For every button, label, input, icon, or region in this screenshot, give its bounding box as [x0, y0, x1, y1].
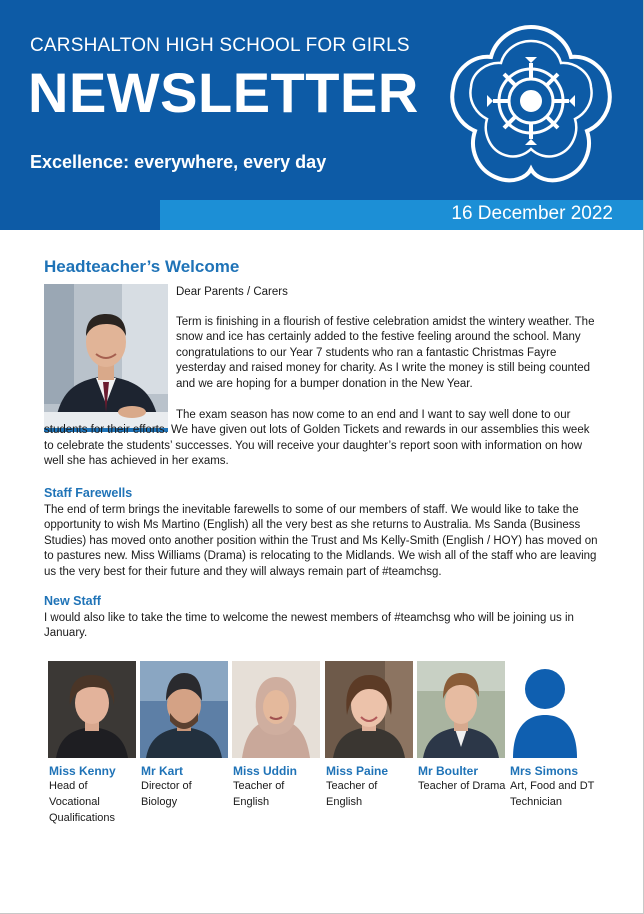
staff-card [232, 661, 322, 810]
staff-role: Teacher of Drama [418, 780, 506, 792]
staff-photo [509, 661, 597, 758]
school-rose-crest-icon [447, 21, 615, 189]
staff-name: Miss Uddin [233, 764, 298, 778]
masthead [0, 0, 643, 200]
staff-photo [232, 661, 320, 758]
staff-photo [140, 661, 228, 758]
headteacher-welcome-heading: Headteacher’s Welcome [44, 257, 240, 276]
staff-photo [417, 661, 505, 758]
issue-date: 16 December 2022 [451, 203, 613, 224]
welcome-paragraph-2: The exam season has now come to an end and I want to say well done to our students for their efforts. We have given out lots of Golden Tickets and rewards in our assemblies this week to celebrate the students’ successes. You will receive your daughter’s report soon with information on how well she has achieved in her exams. [44, 409, 590, 468]
staff-name: Miss Paine [326, 764, 389, 778]
staff-role: Teacher of English [233, 780, 285, 808]
new-staff-heading: New Staff [44, 594, 101, 608]
staff-role: Art, Food and DT Technician [510, 780, 595, 808]
staff-farewells-text: The end of term brings the inevitable farewells to some of our members of staff. We would like to take the opportunity to wish Ms Martino (English) all the very best as she returns to Australia. Ms Sanda (Business Studies) has moved onto another position within the Trust and Ms Kelly-Smith (English / HOY) has moved on to pastures new. Miss Williams (Drama) is relocating to the Midlands. We wish all of the staff who are leaving us the very best for their future and they will always remain part of #teamchsg. [44, 504, 598, 578]
staff-role: Teacher of English [326, 780, 378, 808]
welcome-greeting: Dear Parents / Carers [176, 286, 288, 298]
date-band [0, 200, 643, 230]
staff-card [325, 661, 415, 810]
school-name: CARSHALTON HIGH SCHOOL FOR GIRLS [30, 35, 410, 56]
welcome-paragraph-1: Term is finishing in a flourish of festive celebration amidst the wintery weather. The snow and ice has certainly added to the festive feeling around the school. Many congratulations to our Year 7 students who ran a fantastic Christmas Fayre yesterday and raised money for charity. As I write the money is still being counted and we are hoping for a bumper donation in the New Year. [176, 316, 595, 390]
new-staff-text: I would also like to take the time to welcome the newest members of #teamchsg who will be joining us in January. [44, 612, 574, 640]
staff-role: Head of Vocational Qualifications [49, 780, 116, 824]
staff-photo [325, 661, 413, 758]
staff-name: Miss Kenny [49, 764, 116, 778]
date-band-accent [0, 200, 160, 230]
staff-card [509, 661, 599, 810]
staff-farewells-heading: Staff Farewells [44, 486, 133, 500]
staff-card [140, 661, 230, 810]
staff-name: Mr Kart [141, 764, 184, 778]
staff-name: Mrs Simons [510, 764, 579, 778]
person-placeholder-icon [509, 661, 597, 758]
staff-name: Mr Boulter [418, 764, 478, 778]
staff-photo [48, 661, 136, 758]
staff-card [417, 661, 507, 794]
staff-role: Director of Biology [141, 780, 192, 808]
staff-card [48, 661, 138, 826]
newsletter-title: NEWSLETTER [28, 61, 419, 124]
school-tagline: Excellence: everywhere, every day [30, 152, 327, 172]
